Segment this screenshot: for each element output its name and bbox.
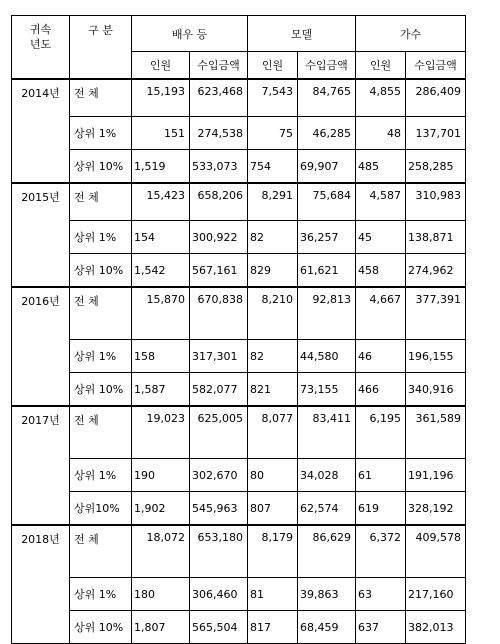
value-cell: 81	[248, 578, 298, 611]
table-row	[12, 79, 466, 117]
value-cell: 754	[248, 150, 298, 184]
value-cell: 84,765	[298, 79, 356, 117]
header-year	[12, 16, 70, 80]
table-row	[12, 183, 466, 221]
value-cell: 6,195	[356, 406, 406, 459]
value-cell: 217,160	[406, 578, 466, 611]
value-cell: 670,838	[190, 287, 248, 340]
table-row	[12, 611, 466, 644]
value-cell: 807	[248, 492, 298, 526]
category-cell: 상위10%	[70, 492, 132, 526]
value-cell: 36,257	[298, 221, 356, 254]
value-cell: 39,863	[298, 578, 356, 611]
value-cell: 485	[356, 150, 406, 184]
year-cell: 2014년	[12, 79, 70, 183]
value-cell: 625,005	[190, 406, 248, 459]
value-cell: 80	[248, 459, 298, 492]
value-cell: 545,963	[190, 492, 248, 526]
value-cell: 829	[248, 254, 298, 288]
value-cell: 191,196	[406, 459, 466, 492]
category-cell: 상위 1%	[70, 459, 132, 492]
value-cell: 567,161	[190, 254, 248, 288]
value-cell: 83,411	[298, 406, 356, 459]
value-cell: 458	[356, 254, 406, 288]
category-cell: 전 체	[70, 183, 132, 221]
value-cell: 138,871	[406, 221, 466, 254]
category-cell: 상위 1%	[70, 221, 132, 254]
value-cell: 328,192	[406, 492, 466, 526]
value-cell: 86,629	[298, 525, 356, 578]
value-cell: 44,580	[298, 340, 356, 373]
value-cell: 8,210	[248, 287, 298, 340]
value-cell: 821	[248, 373, 298, 407]
value-cell: 73,155	[298, 373, 356, 407]
value-cell: 46	[356, 340, 406, 373]
header-group-actor: 배우 등	[132, 16, 248, 52]
table-row	[12, 287, 466, 340]
table-row	[12, 492, 466, 526]
value-cell: 317,301	[190, 340, 248, 373]
category-cell: 상위 1%	[70, 117, 132, 150]
value-cell: 151	[132, 117, 190, 150]
value-cell: 653,180	[190, 525, 248, 578]
value-cell: 310,983	[406, 183, 466, 221]
value-cell: 658,206	[190, 183, 248, 221]
value-cell: 75,684	[298, 183, 356, 221]
value-cell: 300,922	[190, 221, 248, 254]
table-row	[12, 459, 466, 492]
value-cell: 619	[356, 492, 406, 526]
table-row	[12, 406, 466, 459]
value-cell: 8,291	[248, 183, 298, 221]
value-cell: 34,028	[298, 459, 356, 492]
value-cell: 92,813	[298, 287, 356, 340]
value-cell: 4,667	[356, 287, 406, 340]
value-cell: 637	[356, 611, 406, 644]
table-row	[12, 525, 466, 578]
header-sub-income: 수입금액	[406, 52, 466, 80]
value-cell: 18,072	[132, 525, 190, 578]
value-cell: 69,907	[298, 150, 356, 184]
value-cell: 82	[248, 340, 298, 373]
value-cell: 158	[132, 340, 190, 373]
value-cell: 62,574	[298, 492, 356, 526]
value-cell: 45	[356, 221, 406, 254]
value-cell: 4,587	[356, 183, 406, 221]
value-cell: 258,285	[406, 150, 466, 184]
value-cell: 46,285	[298, 117, 356, 150]
header-sub-count: 인원	[356, 52, 406, 80]
value-cell: 15,870	[132, 287, 190, 340]
header-group-singer: 가수	[356, 16, 466, 52]
header-sub-income: 수입금액	[298, 52, 356, 80]
value-cell: 533,073	[190, 150, 248, 184]
category-cell: 상위 1%	[70, 578, 132, 611]
header-sub-count: 인원	[248, 52, 298, 80]
table-row	[12, 254, 466, 288]
value-cell: 75	[248, 117, 298, 150]
value-cell: 7,543	[248, 79, 298, 117]
value-cell: 623,468	[190, 79, 248, 117]
category-cell: 상위 10%	[70, 373, 132, 407]
value-cell: 1,542	[132, 254, 190, 288]
value-cell: 8,179	[248, 525, 298, 578]
category-cell: 전 체	[70, 406, 132, 459]
value-cell: 180	[132, 578, 190, 611]
value-cell: 382,013	[406, 611, 466, 644]
value-cell: 8,077	[248, 406, 298, 459]
value-cell: 19,023	[132, 406, 190, 459]
value-cell: 190	[132, 459, 190, 492]
value-cell: 340,916	[406, 373, 466, 407]
value-cell: 582,077	[190, 373, 248, 407]
value-cell: 1,807	[132, 611, 190, 644]
value-cell: 565,504	[190, 611, 248, 644]
category-cell: 상위 1%	[70, 340, 132, 373]
value-cell: 61,621	[298, 254, 356, 288]
value-cell: 6,372	[356, 525, 406, 578]
value-cell: 274,962	[406, 254, 466, 288]
value-cell: 68,459	[298, 611, 356, 644]
category-cell: 전 체	[70, 287, 132, 340]
value-cell: 302,670	[190, 459, 248, 492]
year-cell: 2018년	[12, 525, 70, 644]
value-cell: 4,855	[356, 79, 406, 117]
value-cell: 48	[356, 117, 406, 150]
header-sub-income: 수입금액	[190, 52, 248, 80]
year-cell: 2015년	[12, 183, 70, 287]
table-body	[12, 79, 466, 644]
table-row	[12, 373, 466, 407]
category-cell: 전 체	[70, 79, 132, 117]
value-cell: 196,155	[406, 340, 466, 373]
value-cell: 15,193	[132, 79, 190, 117]
value-cell: 1,587	[132, 373, 190, 407]
year-cell: 2017년	[12, 406, 70, 525]
value-cell: 274,538	[190, 117, 248, 150]
value-cell: 817	[248, 611, 298, 644]
value-cell: 15,423	[132, 183, 190, 221]
table-row	[12, 150, 466, 184]
header-row-groups	[12, 16, 466, 52]
header-sub-count: 인원	[132, 52, 190, 80]
header-group-model: 모델	[248, 16, 356, 52]
value-cell: 306,460	[190, 578, 248, 611]
value-cell: 361,589	[406, 406, 466, 459]
category-cell: 전 체	[70, 525, 132, 578]
value-cell: 466	[356, 373, 406, 407]
table-row	[12, 221, 466, 254]
category-cell: 상위 10%	[70, 611, 132, 644]
table-row	[12, 578, 466, 611]
table-row	[12, 340, 466, 373]
value-cell: 1,902	[132, 492, 190, 526]
header-category: 구 분	[70, 16, 132, 80]
category-cell: 상위 10%	[70, 254, 132, 288]
value-cell: 286,409	[406, 79, 466, 117]
value-cell: 137,701	[406, 117, 466, 150]
table-row	[12, 117, 466, 150]
header-year-label: 귀속 년도	[29, 23, 52, 51]
year-cell: 2016년	[12, 287, 70, 406]
value-cell: 409,578	[406, 525, 466, 578]
value-cell: 154	[132, 221, 190, 254]
value-cell: 82	[248, 221, 298, 254]
value-cell: 63	[356, 578, 406, 611]
value-cell: 1,519	[132, 150, 190, 184]
income-table	[11, 15, 466, 644]
category-cell: 상위 10%	[70, 150, 132, 184]
value-cell: 61	[356, 459, 406, 492]
value-cell: 377,391	[406, 287, 466, 340]
